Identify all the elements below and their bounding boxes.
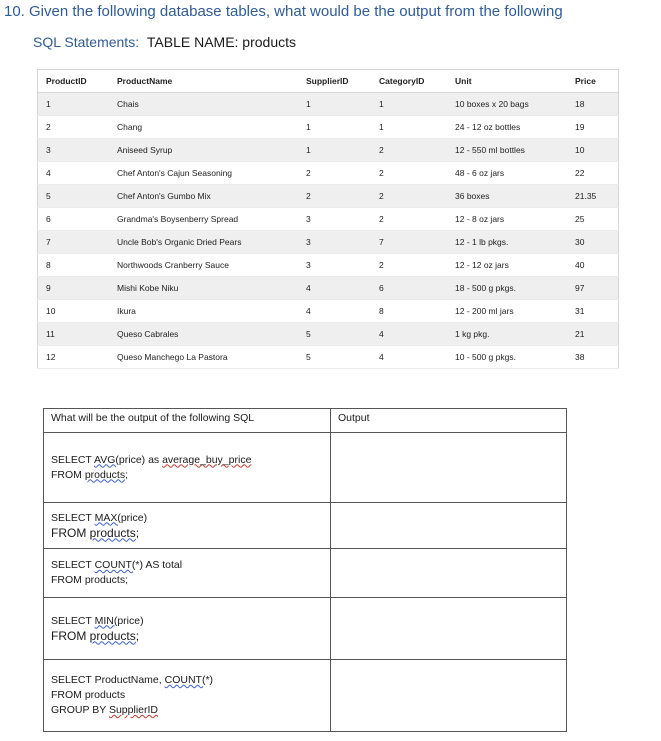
cell-productid: 12 (38, 346, 118, 369)
cell-productid: 2 (38, 116, 118, 139)
cell-productname: Uncle Bob's Organic Dried Pears (117, 231, 306, 254)
cell-categoryid: 7 (379, 231, 455, 254)
products-body (38, 93, 619, 369)
cell-productname: Chef Anton's Gumbo Mix (117, 185, 306, 208)
cell-price: 40 (575, 254, 619, 277)
cell-productname: Grandma's Boysenberry Spread (117, 208, 306, 231)
header-price: Price (575, 70, 619, 93)
sql-query-groupby: SELECT ProductName, COUNT(*) FROM products GROUP BY SupplierID (44, 660, 331, 732)
cell-productname: Queso Cabrales (117, 323, 306, 346)
table-row (38, 208, 619, 231)
sql-function: AVG( (94, 453, 119, 466)
cell-productid: 6 (38, 208, 118, 231)
cell-categoryid: 8 (379, 300, 455, 323)
cell-unit: 12 - 1 lb pkgs. (455, 231, 575, 254)
cell-productid: 3 (38, 139, 118, 162)
cell-unit: 1 kg pkg. (455, 323, 575, 346)
sql-row-avg (44, 433, 567, 503)
cell-unit: 12 - 8 oz jars (455, 208, 575, 231)
cell-categoryid: 2 (379, 254, 455, 277)
cell-unit: 10 boxes x 20 bags (455, 93, 575, 116)
sql-output-max[interactable] (331, 503, 567, 549)
cell-supplierid: 2 (306, 185, 379, 208)
cell-supplierid: 1 (306, 93, 379, 116)
header-productid: ProductID (38, 70, 118, 93)
cell-productid: 8 (38, 254, 118, 277)
sql-query-min: SELECT MIN(price) FROM products; (44, 598, 331, 660)
cell-price: 31 (575, 300, 619, 323)
sql-header-output: Output (331, 409, 567, 433)
sql-table-ref: products; (84, 468, 129, 481)
sql-header-question: What will be the output of the following SQL (44, 409, 331, 433)
cell-supplierid: 3 (306, 231, 379, 254)
sql-output-count[interactable] (331, 549, 567, 598)
cell-supplierid: 3 (306, 254, 379, 277)
cell-productid: 4 (38, 162, 118, 185)
sql-output-avg[interactable] (331, 433, 567, 503)
sql-output-groupby[interactable] (331, 660, 567, 732)
header-categoryid: CategoryID (379, 70, 455, 93)
cell-unit: 10 - 500 g pkgs. (455, 346, 575, 369)
table-row (38, 254, 619, 277)
table-row (38, 231, 619, 254)
sql-row-count (44, 549, 567, 598)
cell-productid: 9 (38, 277, 118, 300)
cell-price: 18 (575, 93, 619, 116)
cell-categoryid: 2 (379, 139, 455, 162)
header-productname: ProductName (117, 70, 306, 93)
sql-row-groupby (44, 660, 567, 732)
sql-row-max (44, 503, 567, 549)
cell-productname: Ikura (117, 300, 306, 323)
cell-supplierid: 3 (306, 208, 379, 231)
cell-categoryid: 4 (379, 323, 455, 346)
sql-column-ref: SupplierID (108, 704, 158, 716)
cell-productname: Chang (117, 116, 306, 139)
sql-header-row (44, 409, 567, 433)
sql-questions-table (43, 408, 567, 732)
cell-price: 38 (575, 346, 619, 369)
cell-price: 21 (575, 323, 619, 346)
products-table (37, 69, 619, 369)
cell-categoryid: 2 (379, 162, 455, 185)
cell-supplierid: 1 (306, 116, 379, 139)
sql-function: COUNT( (164, 674, 206, 686)
cell-price: 30 (575, 231, 619, 254)
cell-productname: Queso Manchego La Pastora (117, 346, 306, 369)
table-row (38, 185, 619, 208)
sql-query-avg: SELECT AVG(price) as average_buy_price FROM products; (44, 433, 331, 503)
cell-productid: 11 (38, 323, 118, 346)
cell-productname: Northwoods Cranberry Sauce (117, 254, 306, 277)
cell-supplierid: 2 (306, 162, 379, 185)
cell-productid: 10 (38, 300, 118, 323)
sql-table-ref: products; (89, 628, 140, 643)
cell-price: 97 (575, 277, 619, 300)
sql-function: MIN( (94, 614, 118, 627)
table-row (38, 162, 619, 185)
cell-productname: Mishi Kobe Niku (117, 277, 306, 300)
cell-supplierid: 4 (306, 300, 379, 323)
cell-unit: 24 - 12 oz bottles (455, 116, 575, 139)
table-name-label: TABLE NAME: products (146, 34, 297, 50)
cell-productname: Chef Anton's Cajun Seasoning (117, 162, 306, 185)
sql-output-min[interactable] (331, 598, 567, 660)
cell-unit: 18 - 500 g pkgs. (455, 277, 575, 300)
cell-price: 25 (575, 208, 619, 231)
cell-supplierid: 5 (306, 346, 379, 369)
cell-unit: 12 - 550 ml bottles (455, 139, 575, 162)
cell-categoryid: 1 (379, 93, 455, 116)
sql-function: MAX( (94, 511, 121, 524)
cell-categoryid: 2 (379, 185, 455, 208)
sql-query-count: SELECT COUNT(*) AS total FROM products; (44, 549, 331, 598)
cell-unit: 48 - 6 oz jars (455, 162, 575, 185)
cell-unit: 12 - 12 oz jars (455, 254, 575, 277)
cell-unit: 36 boxes (455, 185, 575, 208)
table-row (38, 300, 619, 323)
cell-supplierid: 4 (306, 277, 379, 300)
cell-categoryid: 2 (379, 208, 455, 231)
cell-unit: 12 - 200 ml jars (455, 300, 575, 323)
cell-productid: 7 (38, 231, 118, 254)
table-row (38, 346, 619, 369)
cell-productname: Chais (117, 93, 306, 116)
products-header-row (38, 70, 619, 93)
cell-categoryid: 6 (379, 277, 455, 300)
table-row (38, 323, 619, 346)
cell-productname: Aniseed Syrup (117, 139, 306, 162)
cell-price: 21.35 (575, 185, 619, 208)
table-row (38, 116, 619, 139)
header-unit: Unit (455, 70, 575, 93)
cell-categoryid: 1 (379, 116, 455, 139)
table-row (38, 139, 619, 162)
cell-supplierid: 1 (306, 139, 379, 162)
cell-categoryid: 4 (379, 346, 455, 369)
question-subtitle (33, 34, 296, 50)
cell-price: 19 (575, 116, 619, 139)
cell-productid: 1 (38, 93, 118, 116)
cell-price: 10 (575, 139, 619, 162)
cell-price: 22 (575, 162, 619, 185)
subtitle-prefix: SQL Statements: (33, 34, 140, 50)
sql-function: COUNT( (94, 559, 136, 571)
table-row (38, 93, 619, 116)
sql-table-ref: products; (89, 525, 140, 540)
cell-productid: 5 (38, 185, 118, 208)
header-supplierid: SupplierID (306, 70, 379, 93)
cell-supplierid: 5 (306, 323, 379, 346)
sql-query-max: SELECT MAX(price) FROM products; (44, 503, 331, 549)
table-row (38, 277, 619, 300)
question-title: 10. Given the following database tables, what would be the output from the following (4, 3, 563, 20)
sql-row-min (44, 598, 567, 660)
sql-alias: average_buy_price (162, 453, 252, 466)
